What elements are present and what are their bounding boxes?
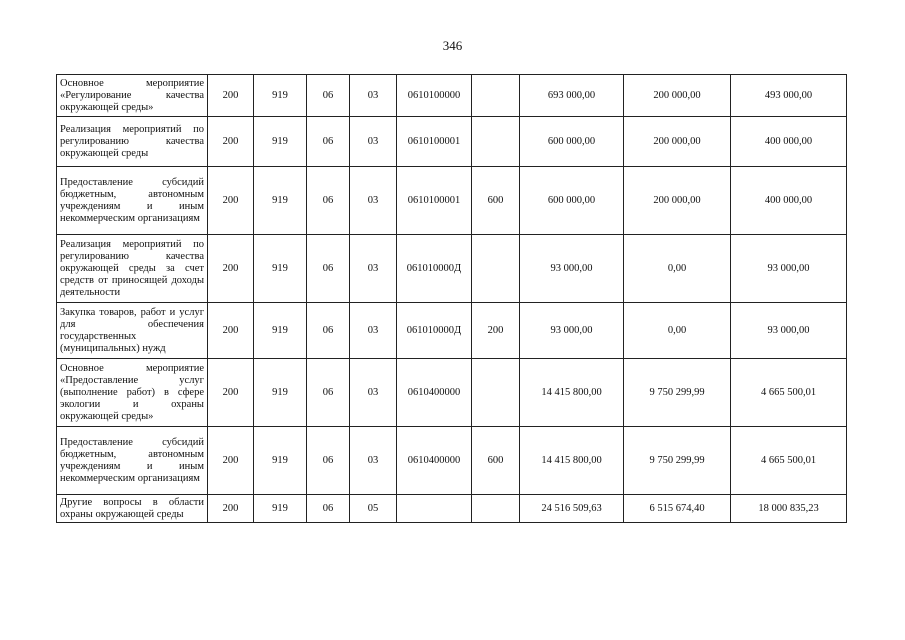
expense-type-code-cell	[472, 495, 520, 523]
budget-code-cell: 200	[208, 75, 254, 117]
row-name-cell: Основное мероприятие «Регулирование качества окружающей среды»	[57, 75, 208, 117]
budget-code-cell: 200	[208, 167, 254, 235]
amount-total-cell: 600 000,00	[520, 167, 624, 235]
subsection-code-cell: 03	[350, 427, 397, 495]
subsection-code-cell: 05	[350, 495, 397, 523]
section-code-cell: 06	[307, 167, 350, 235]
row-name-cell: Другие вопросы в области охраны окружающей среды	[57, 495, 208, 523]
subsection-code-cell: 03	[350, 117, 397, 167]
subsection-code-cell: 03	[350, 167, 397, 235]
table-row	[57, 495, 847, 523]
expense-type-code-cell	[472, 359, 520, 427]
budget-code-cell: 200	[208, 235, 254, 303]
target-code-cell: 061010000Д	[397, 303, 472, 359]
table-row	[57, 359, 847, 427]
amount-remaining-cell: 400 000,00	[731, 167, 847, 235]
expense-type-code-cell	[472, 235, 520, 303]
subsection-code-cell: 03	[350, 303, 397, 359]
section-code-cell: 06	[307, 75, 350, 117]
admin-code-cell: 919	[254, 359, 307, 427]
amount-total-cell: 93 000,00	[520, 303, 624, 359]
amount-executed-cell: 200 000,00	[624, 117, 731, 167]
expense-type-code-cell	[472, 75, 520, 117]
table-row	[57, 167, 847, 235]
amount-total-cell: 14 415 800,00	[520, 427, 624, 495]
budget-code-cell: 200	[208, 495, 254, 523]
amount-executed-cell: 0,00	[624, 303, 731, 359]
table-row	[57, 427, 847, 495]
table-row	[57, 75, 847, 117]
target-code-cell: 0610400000	[397, 359, 472, 427]
amount-executed-cell: 0,00	[624, 235, 731, 303]
amount-executed-cell: 200 000,00	[624, 75, 731, 117]
section-code-cell: 06	[307, 427, 350, 495]
row-name-cell: Предоставление субсидий бюджетным, автономным учреждениям и иным некоммерческим организациям	[57, 427, 208, 495]
row-name-cell: Реализация мероприятий по регулированию качества окружающей среды за счет средств от приносящей доходы деятельности	[57, 235, 208, 303]
expense-type-code-cell: 600	[472, 167, 520, 235]
amount-total-cell: 14 415 800,00	[520, 359, 624, 427]
row-name-cell: Предоставление субсидий бюджетным, автономным учреждениям и иным некоммерческим организациям	[57, 167, 208, 235]
amount-executed-cell: 200 000,00	[624, 167, 731, 235]
page-number: 346	[442, 38, 463, 53]
admin-code-cell: 919	[254, 75, 307, 117]
amount-remaining-cell: 493 000,00	[731, 75, 847, 117]
amount-executed-cell: 9 750 299,99	[624, 427, 731, 495]
budget-code-cell: 200	[208, 117, 254, 167]
subsection-code-cell: 03	[350, 75, 397, 117]
amount-remaining-cell: 93 000,00	[731, 303, 847, 359]
table-row	[57, 235, 847, 303]
target-code-cell: 061010000Д	[397, 235, 472, 303]
expense-type-code-cell: 200	[472, 303, 520, 359]
target-code-cell: 0610400000	[397, 427, 472, 495]
table-row	[57, 303, 847, 359]
row-name-cell: Реализация мероприятий по регулированию качества окружающей среды	[57, 117, 208, 167]
subsection-code-cell: 03	[350, 235, 397, 303]
admin-code-cell: 919	[254, 495, 307, 523]
target-code-cell: 0610100001	[397, 117, 472, 167]
amount-total-cell: 600 000,00	[520, 117, 624, 167]
row-name-cell: Основное мероприятие «Предоставление услуг (выполнение работ) в сфере экологии и охраны окружающей среды»	[57, 359, 208, 427]
amount-total-cell: 93 000,00	[520, 235, 624, 303]
amount-total-cell: 693 000,00	[520, 75, 624, 117]
section-code-cell: 06	[307, 303, 350, 359]
table-body	[57, 75, 847, 523]
expense-type-code-cell: 600	[472, 427, 520, 495]
budget-code-cell: 200	[208, 427, 254, 495]
amount-remaining-cell: 4 665 500,01	[731, 359, 847, 427]
section-code-cell: 06	[307, 495, 350, 523]
section-code-cell: 06	[307, 117, 350, 167]
table-row	[57, 117, 847, 167]
target-code-cell	[397, 495, 472, 523]
budget-table	[56, 74, 847, 523]
expense-type-code-cell	[472, 117, 520, 167]
admin-code-cell: 919	[254, 167, 307, 235]
section-code-cell: 06	[307, 235, 350, 303]
amount-executed-cell: 9 750 299,99	[624, 359, 731, 427]
amount-total-cell: 24 516 509,63	[520, 495, 624, 523]
row-name-cell: Закупка товаров, работ и услуг для обеспечения государственных (муниципальных) нужд	[57, 303, 208, 359]
admin-code-cell: 919	[254, 303, 307, 359]
budget-code-cell: 200	[208, 359, 254, 427]
amount-remaining-cell: 18 000 835,23	[731, 495, 847, 523]
amount-executed-cell: 6 515 674,40	[624, 495, 731, 523]
amount-remaining-cell: 400 000,00	[731, 117, 847, 167]
target-code-cell: 0610100000	[397, 75, 472, 117]
amount-remaining-cell: 93 000,00	[731, 235, 847, 303]
admin-code-cell: 919	[254, 117, 307, 167]
section-code-cell: 06	[307, 359, 350, 427]
target-code-cell: 0610100001	[397, 167, 472, 235]
budget-code-cell: 200	[208, 303, 254, 359]
admin-code-cell: 919	[254, 235, 307, 303]
subsection-code-cell: 03	[350, 359, 397, 427]
amount-remaining-cell: 4 665 500,01	[731, 427, 847, 495]
admin-code-cell: 919	[254, 427, 307, 495]
